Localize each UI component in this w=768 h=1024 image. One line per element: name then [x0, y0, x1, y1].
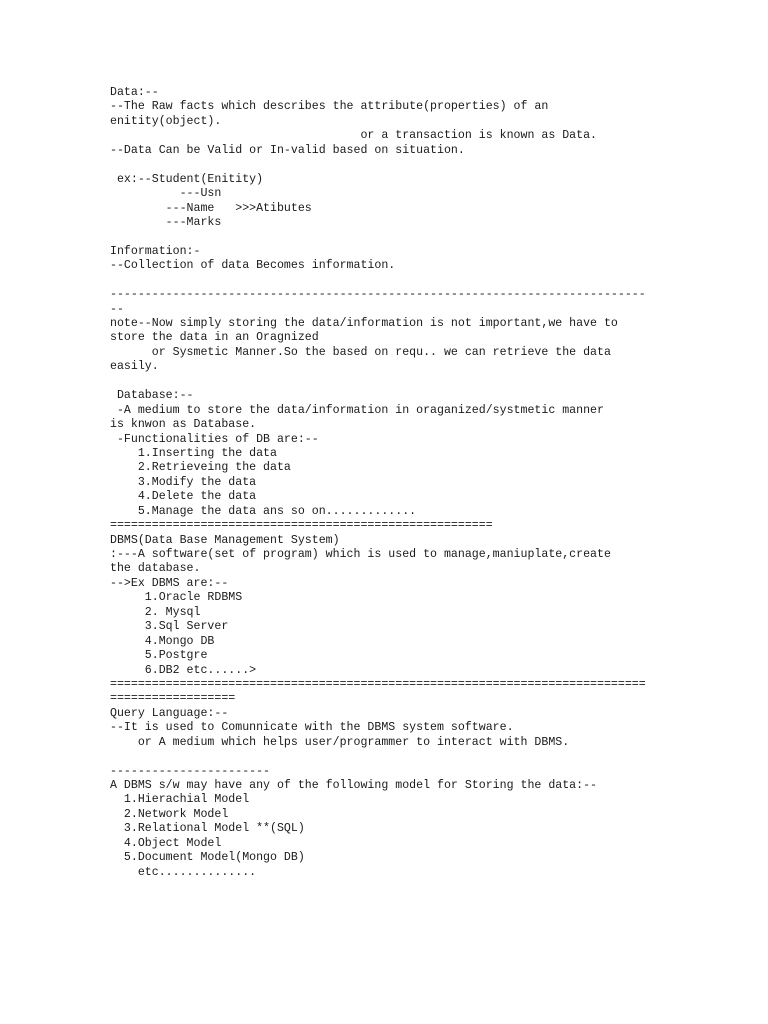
text-line: -A medium to store the data/information in oraganized/systmetic manner — [110, 403, 604, 417]
text-line — [110, 750, 670, 764]
text-line: Information:- — [110, 244, 201, 258]
text-line: 2. Mysql — [110, 605, 201, 619]
text-line: --The Raw facts which describes the attribute(properties) of an — [110, 100, 549, 114]
text-line: ----------------------- — [110, 764, 271, 778]
text-line: ---Marks — [110, 215, 222, 229]
text-line: 4.Mongo DB — [110, 634, 215, 648]
text-line: 3.Modify the data — [110, 475, 257, 489]
text-line: etc.............. — [110, 865, 257, 879]
text-line: 6.DB2 etc......> — [110, 663, 257, 677]
text-line: 1.Oracle RDBMS — [110, 591, 243, 605]
text-line: ex:--Student(Enitity) — [110, 172, 264, 186]
text-line: --It is used to Comunnicate with the DBMS system software. — [110, 721, 514, 735]
text-line: ================== — [110, 692, 236, 706]
text-line: or Sysmetic Manner.So the based on requ.. we can retrieve the data — [110, 345, 611, 359]
text-line: -->Ex DBMS are:-- — [110, 576, 229, 590]
text-line: or a transaction is known as Data. — [110, 129, 598, 143]
text-line: 3.Relational Model **(SQL) — [110, 822, 305, 836]
text-line — [110, 274, 670, 288]
text-line: 2.Network Model — [110, 807, 229, 821]
text-line: 1.Inserting the data — [110, 446, 277, 460]
text-line: 4.Object Model — [110, 836, 222, 850]
text-line: 2.Retrieveing the data — [110, 461, 291, 475]
text-line: -- — [110, 302, 124, 316]
text-line: easily. — [110, 360, 159, 374]
text-line: 5.Document Model(Mongo DB) — [110, 851, 305, 865]
text-line: note--Now simply storing the data/information is not important,we have to — [110, 317, 618, 330]
text-line: is knwon as Database. — [110, 418, 257, 432]
text-line: enitity(object). — [110, 114, 222, 128]
text-line: A DBMS s/w may have any of the following model for Storing the data:-- — [110, 779, 598, 792]
text-line: ======================================================= — [110, 519, 493, 533]
text-line: ---Usn — [110, 187, 222, 201]
text-line: :---A software(set of program) which is used to manage,maniuplate,create — [110, 548, 611, 561]
text-line — [110, 375, 670, 389]
text-line — [110, 230, 670, 244]
text-line: ---Name >>>Atibutes — [110, 201, 312, 215]
text-line: 1.Hierachial Model — [110, 793, 250, 807]
text-line: 4.Delete the data — [110, 490, 257, 504]
text-line: 3.Sql Server — [110, 620, 229, 634]
text-line: Query Language:-- — [110, 706, 229, 720]
text-line: or A medium which helps user/programmer to interact with DBMS. — [110, 735, 570, 749]
text-line: -Functionalities of DB are:-- — [110, 432, 319, 446]
text-line: the database. — [110, 562, 201, 576]
document-body — [110, 86, 670, 880]
text-line: ----------------------------------------------------------------------------- — [110, 288, 646, 302]
text-line — [110, 158, 670, 172]
text-line: Database:-- — [110, 389, 194, 403]
text-line: --Collection of data Becomes information. — [110, 259, 396, 273]
text-line: store the data in an Oragnized — [110, 331, 319, 345]
text-line: --Data Can be Valid or In-valid based on situation. — [110, 143, 465, 157]
text-line: DBMS(Data Base Management System) — [110, 533, 340, 547]
text-line: 5.Manage the data ans so on............. — [110, 504, 417, 518]
text-line: 5.Postgre — [110, 649, 208, 663]
text-line: ============================================================================= — [110, 677, 646, 691]
text-line: Data:-- — [110, 86, 159, 99]
